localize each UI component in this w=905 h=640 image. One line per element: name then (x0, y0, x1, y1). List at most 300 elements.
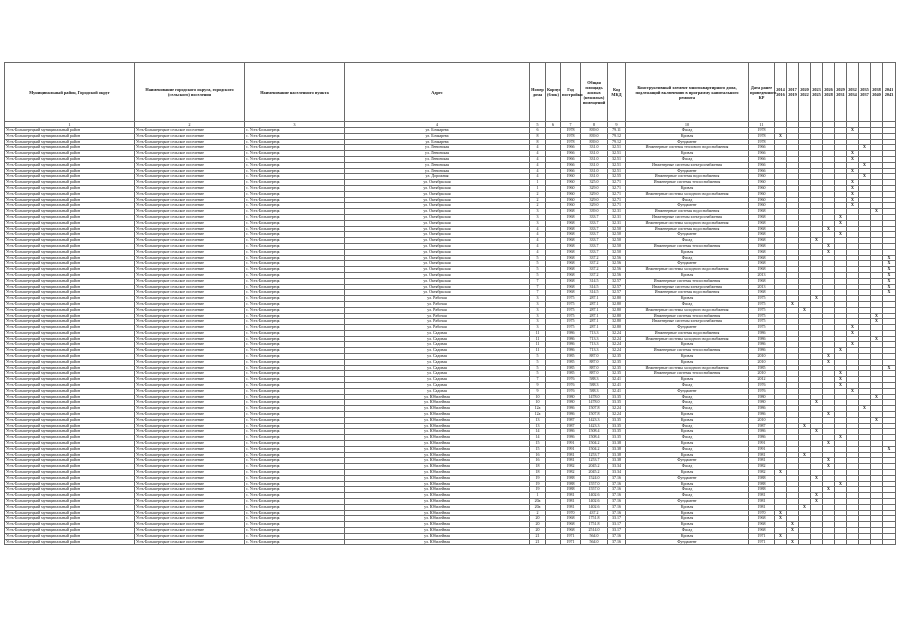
cell-address: ул. Юбилейная (345, 481, 530, 487)
cell-previous-repair-date: 1981 (749, 458, 775, 464)
cell-house-number: 18 (530, 464, 546, 470)
column-number: 7 (561, 122, 581, 128)
cell-year-built: 1968 (561, 209, 581, 215)
cell-settlement: Усть-Большерецкое сельское поселение (135, 493, 245, 499)
column-number: 6 (546, 122, 561, 128)
cell-mkd-code: 32.51 (608, 156, 626, 162)
cell-address: ул. Октябрьская (345, 226, 530, 232)
header-settlement: Наименование городского округа, городского (сельского) поселения (135, 63, 245, 122)
cell-address: ул. Садовая (345, 388, 530, 394)
cell-locality: с. Усть-Большерецк (245, 423, 345, 429)
cell-settlement: Усть-Большерецкое сельское поселение (135, 226, 245, 232)
cell-mkd-code: 37.16 (608, 533, 626, 539)
cell-house-number: 13 (530, 417, 546, 423)
cell-settlement: Усть-Большерецкое сельское поселение (135, 371, 245, 377)
cell-mun: Усть-Большерецкий муниципальный район (5, 278, 135, 284)
cell-address: ул. Октябрьская (345, 243, 530, 249)
cell-year-built: 1988 (561, 475, 581, 481)
cell-period: X (823, 464, 835, 470)
cell-mkd-code: 37.16 (608, 487, 626, 493)
cell-year-built: 1968 (561, 290, 581, 296)
cell-house-number: 19 (530, 475, 546, 481)
cell-year-built: 1960 (561, 174, 581, 180)
cell-previous-repair-date: 1975 (749, 319, 775, 325)
cell-address: ул. Ленинская (345, 168, 530, 174)
cell-previous-repair-date: 1968 (749, 255, 775, 261)
cell-year-built: 1986 (561, 348, 581, 354)
cell-address: ул. Октябрьская (345, 290, 530, 296)
cell-locality: с. Усть-Большерецк (245, 325, 345, 331)
cell-structural-element: Кровля (626, 133, 749, 139)
cell-locality: с. Усть-Большерецк (245, 336, 345, 342)
cell-previous-repair-date: 1975 (749, 296, 775, 302)
cell-mun: Усть-Большерецкий муниципальный район (5, 371, 135, 377)
table-body (5, 128, 896, 545)
cell-period: X (835, 481, 847, 487)
cell-address: ул. Бочкарева (345, 128, 530, 134)
cell-area: 887.0 (581, 371, 608, 377)
cell-mkd-code: 32.80 (608, 325, 626, 331)
cell-locality: с. Усть-Большерецк (245, 504, 345, 510)
cell-mun: Усть-Большерецкий муниципальный район (5, 487, 135, 493)
cell-locality: с. Усть-Большерецк (245, 243, 345, 249)
cell-period (799, 539, 811, 545)
cell-area: 887.0 (581, 359, 608, 365)
cell-house-number: 2 (530, 510, 546, 516)
cell-area: 329.0 (581, 185, 608, 191)
cell-settlement: Усть-Большерецкое сельское поселение (135, 487, 245, 493)
cell-address: ул. Юбилейная (345, 499, 530, 505)
cell-address: ул. Октябрьская (345, 197, 530, 203)
cell-structural-element: Фундамент (626, 458, 749, 464)
cell-mun: Усть-Большерецкий муниципальный район (5, 209, 135, 215)
cell-address: ул. Рабочая (345, 319, 530, 325)
cell-year-built: 1985 (561, 371, 581, 377)
cell-period: X (811, 429, 823, 435)
cell-house-number: 5 (530, 365, 546, 371)
cell-settlement: Усть-Большерецкое сельское поселение (135, 539, 245, 545)
cell-settlement: Усть-Большерецкое сельское поселение (135, 342, 245, 348)
cell-mkd-code: 32.71 (608, 203, 626, 209)
cell-area: 331.0 (581, 151, 608, 157)
cell-settlement: Усть-Большерецкое сельское поселение (135, 255, 245, 261)
cell-area: 1478.0 (581, 400, 608, 406)
cell-house-number: 5 (530, 272, 546, 278)
cell-address: ул. Юбилейная (345, 539, 530, 545)
cell-structural-element: Инженерные системы теплоснабжения (626, 313, 749, 319)
cell-locality: с. Усть-Большерецк (245, 261, 345, 267)
cell-mkd-code: 79.12 (608, 139, 626, 145)
cell-mkd-code: 32.24 (608, 342, 626, 348)
cell-area: 1557.0 (581, 487, 608, 493)
cell-locality: с. Усть-Большерецк (245, 365, 345, 371)
cell-house-number: 4 (530, 156, 546, 162)
cell-settlement: Усть-Большерецкое сельское поселение (135, 510, 245, 516)
cell-previous-repair-date: 2010 (749, 359, 775, 365)
cell-locality: с. Усть-Большерецк (245, 342, 345, 348)
cell-address: ул. Ленинская (345, 156, 530, 162)
cell-mkd-code: 32.24 (608, 336, 626, 342)
cell-mun: Усть-Большерецкий муниципальный район (5, 151, 135, 157)
cell-period: X (787, 522, 799, 528)
cell-area: 1751.8 (581, 522, 608, 528)
cell-settlement: Усть-Большерецкое сельское поселение (135, 330, 245, 336)
cell-locality: с. Усть-Большерецк (245, 487, 345, 493)
cell-year-built: 1960 (561, 191, 581, 197)
cell-previous-repair-date: 1976 (749, 388, 775, 394)
cell-area: 713.3 (581, 342, 608, 348)
cell-year-built: 1986 (561, 336, 581, 342)
cell-mkd-code: 32.80 (608, 313, 626, 319)
cell-address: ул. Ленинская (345, 145, 530, 151)
cell-structural-element: Фасад (626, 527, 749, 533)
header-structural-element: Конструктивный элемент многоквартирного дома, подлежащий включению в программу капитального ремонта (626, 63, 749, 122)
cell-mkd-code: 32.51 (608, 168, 626, 174)
cell-mun: Усть-Большерецкий муниципальный район (5, 441, 135, 447)
cell-mkd-code: 37.16 (608, 475, 626, 481)
cell-year-built: 1980 (561, 400, 581, 406)
cell-period: X (823, 359, 835, 365)
cell-year-built: 1976 (561, 377, 581, 383)
cell-mkd-code: 32.71 (608, 191, 626, 197)
cell-year-built: 1986 (561, 342, 581, 348)
cell-address: ул. Садовая (345, 383, 530, 389)
cell-mkd-code: 32.56 (608, 255, 626, 261)
cell-mun: Усть-Большерецкий муниципальный район (5, 301, 135, 307)
cell-previous-repair-date: 1968 (749, 290, 775, 296)
cell-house-number: 5 (530, 354, 546, 360)
cell-house-number: 6 (530, 128, 546, 134)
cell-address: ул. Юбилейная (345, 458, 530, 464)
cell-locality: с. Усть-Большерецк (245, 319, 345, 325)
cell-year-built: 1968 (561, 232, 581, 238)
cell-mun: Усть-Большерецкий муниципальный район (5, 499, 135, 505)
cell-period: X (847, 180, 859, 186)
cell-settlement: Усть-Большерецкое сельское поселение (135, 313, 245, 319)
cell-mkd-code: 32.51 (608, 162, 626, 168)
column-number: 3 (245, 122, 345, 128)
cell-house-number: 14 (530, 435, 546, 441)
cell-mkd-code: 32.50 (608, 232, 626, 238)
cell-locality: с. Усть-Большерецк (245, 267, 345, 273)
cell-mun: Усть-Большерецкий муниципальный район (5, 464, 135, 470)
cell-settlement: Усть-Большерецкое сельское поселение (135, 209, 245, 215)
cell-locality: с. Усть-Большерецк (245, 232, 345, 238)
cell-mkd-code: 32.50 (608, 226, 626, 232)
cell-period: X (799, 452, 811, 458)
cell-structural-element: Кровля (626, 359, 749, 365)
cell-address: ул. Рабочая (345, 301, 530, 307)
cell-period: X (811, 400, 823, 406)
cell-area: 337.2 (581, 272, 608, 278)
cell-mkd-code: 32.24 (608, 330, 626, 336)
cell-year-built: 1968 (561, 261, 581, 267)
cell-previous-repair-date: 1980 (749, 400, 775, 406)
cell-structural-element: Фундамент (626, 499, 749, 505)
cell-previous-repair-date: 1960 (749, 185, 775, 191)
cell-house-number: 11 (530, 336, 546, 342)
cell-area: 329.0 (581, 203, 608, 209)
cell-previous-repair-date: 1966 (749, 145, 775, 151)
cell-period (811, 539, 823, 545)
cell-house-number: 14 (530, 429, 546, 435)
cell-mkd-code: 32.56 (608, 267, 626, 273)
cell-mun: Усть-Большерецкий муниципальный район (5, 238, 135, 244)
cell-area: 839.0 (581, 133, 608, 139)
cell-mkd-code: 32.35 (608, 359, 626, 365)
cell-settlement: Усть-Большерецкое сельское поселение (135, 319, 245, 325)
cell-previous-repair-date: 1975 (749, 313, 775, 319)
cell-mun: Усть-Большерецкий муниципальный район (5, 220, 135, 226)
cell-period: X (847, 156, 859, 162)
cell-address: ул. Бочкарева (345, 133, 530, 139)
cell-structural-element: Фундамент (626, 139, 749, 145)
cell-year-built: 1975 (561, 313, 581, 319)
cell-mkd-code: 37.16 (608, 499, 626, 505)
cell-locality: с. Усть-Большерецк (245, 180, 345, 186)
cell-mkd-code: 37.16 (608, 539, 626, 545)
cell-locality: с. Усть-Большерецк (245, 238, 345, 244)
cell-year-built: 1960 (561, 197, 581, 203)
cell-mun: Усть-Большерецкий муниципальный район (5, 423, 135, 429)
cell-year-built: 1975 (561, 325, 581, 331)
cell-mkd-code: 37.16 (608, 504, 626, 510)
cell-house-number: 7 (530, 278, 546, 284)
header-period: 2041 2043 (883, 63, 896, 122)
cell-period: X (811, 493, 823, 499)
cell-mkd-code: 32.55 (608, 174, 626, 180)
cell-mun: Усть-Большерецкий муниципальный район (5, 481, 135, 487)
cell-area: 1524.0 (581, 475, 608, 481)
cell-mkd-code: 32.80 (608, 301, 626, 307)
cell-mkd-code: 33.38 (608, 452, 626, 458)
cell-locality: с. Усть-Большерецк (245, 359, 345, 365)
cell-settlement: Усть-Большерецкое сельское поселение (135, 261, 245, 267)
cell-previous-repair-date: 1975 (749, 301, 775, 307)
cell-mkd-code: 33.34 (608, 470, 626, 476)
cell-house-number: 2 (530, 203, 546, 209)
cell-locality: с. Усть-Большерецк (245, 330, 345, 336)
cell-settlement: Усть-Большерецкое сельское поселение (135, 191, 245, 197)
cell-mkd-code: 33.35 (608, 400, 626, 406)
cell-area: 588.3 (581, 383, 608, 389)
cell-period: X (775, 516, 787, 522)
cell-settlement: Усть-Большерецкое сельское поселение (135, 464, 245, 470)
cell-locality: с. Усть-Большерецк (245, 307, 345, 313)
cell-address: ул. Октябрьская (345, 191, 530, 197)
cell-structural-element: Кровля (626, 481, 749, 487)
cell-address: ул. Октябрьская (345, 255, 530, 261)
cell-year-built: 1981 (561, 452, 581, 458)
cell-house-number: 10 (530, 400, 546, 406)
cell-locality: с. Усть-Большерецк (245, 412, 345, 418)
cell-settlement: Усть-Большерецкое сельское поселение (135, 301, 245, 307)
cell-address: ул. Юбилейная (345, 394, 530, 400)
cell-year-built: 1976 (561, 388, 581, 394)
cell-previous-repair-date: 1991 (749, 441, 775, 447)
cell-area: 337.2 (581, 261, 608, 267)
cell-house-number: 5 (530, 261, 546, 267)
cell-address: ул. Садовая (345, 342, 530, 348)
cell-address: ул. Садовая (345, 354, 530, 360)
cell-structural-element: Кровля (626, 296, 749, 302)
cell-previous-repair-date: 1968 (749, 214, 775, 220)
cell-settlement: Усть-Большерецкое сельское поселение (135, 406, 245, 412)
cell-house-number: 19 (530, 487, 546, 493)
cell-previous-repair-date: 1975 (749, 325, 775, 331)
cell-area: 564.0 (581, 533, 608, 539)
cell-period: X (847, 388, 859, 394)
cell-mun: Усть-Большерецкий муниципальный район (5, 446, 135, 452)
cell-locality: с. Усть-Большерецк (245, 441, 345, 447)
cell-mun: Усть-Большерецкий муниципальный район (5, 226, 135, 232)
cell-period: X (847, 330, 859, 336)
cell-house-number: 4 (530, 168, 546, 174)
cell-area: 588.3 (581, 377, 608, 383)
cell-area: 337.2 (581, 255, 608, 261)
cell-structural-element: Кровля (626, 510, 749, 516)
cell-mkd-code: 37.16 (608, 493, 626, 499)
cell-previous-repair-date: 1966 (749, 162, 775, 168)
cell-settlement: Усть-Большерецкое сельское поселение (135, 383, 245, 389)
cell-period: X (823, 487, 835, 493)
cell-period: X (847, 191, 859, 197)
cell-previous-repair-date: 1968 (749, 243, 775, 249)
cell-structural-element: Фасад (626, 446, 749, 452)
cell-house-number: 15 (530, 446, 546, 452)
cell-structural-element: Инженерные системы холодного водоснабжения (626, 220, 749, 226)
cell-settlement: Усть-Большерецкое сельское поселение (135, 133, 245, 139)
cell-locality: с. Усть-Большерецк (245, 278, 345, 284)
cell-year-built: 1976 (561, 383, 581, 389)
cell-mun: Усть-Большерецкий муниципальный район (5, 255, 135, 261)
cell-previous-repair-date: 1968 (749, 516, 775, 522)
cell-period: X (811, 238, 823, 244)
cell-locality: с. Усть-Большерецк (245, 452, 345, 458)
cell-settlement: Усть-Большерецкое сельское поселение (135, 296, 245, 302)
cell-mkd-code: 32.56 (608, 261, 626, 267)
cell-period: X (835, 232, 847, 238)
cell-settlement: Усть-Большерецкое сельское поселение (135, 174, 245, 180)
cell-period: X (799, 307, 811, 313)
cell-area: 839.0 (581, 128, 608, 134)
cell-year-built: 1968 (561, 284, 581, 290)
cell-structural-element: Фасад (626, 493, 749, 499)
cell-house-number: 3 (530, 209, 546, 215)
cell-structural-element: Фундамент (626, 388, 749, 394)
cell-period (859, 539, 871, 545)
cell-address: ул. Юбилейная (345, 406, 530, 412)
cell-settlement: Усть-Большерецкое сельское поселение (135, 527, 245, 533)
cell-previous-repair-date: 1968 (749, 278, 775, 284)
cell-settlement: Усть-Большерецкое сельское поселение (135, 365, 245, 371)
cell-locality: с. Усть-Большерецк (245, 133, 345, 139)
cell-address: ул. Юбилейная (345, 533, 530, 539)
cell-house-number: 21 (530, 539, 546, 545)
cell-locality: с. Усть-Большерецк (245, 203, 345, 209)
cell-address: ул. Октябрьская (345, 238, 530, 244)
cell-locality: с. Усть-Большерецк (245, 383, 345, 389)
cell-previous-repair-date: 1971 (749, 539, 775, 545)
cell-previous-repair-date: 2010 (749, 371, 775, 377)
cell-period: X (835, 435, 847, 441)
cell-previous-repair-date: 1968 (749, 522, 775, 528)
cell-previous-repair-date: 1981 (749, 493, 775, 499)
cell-mkd-code: 32.50 (608, 249, 626, 255)
cell-structural-element: Инженерные системы холодного водоснабжения (626, 365, 749, 371)
cell-area: 333.7 (581, 220, 608, 226)
cell-settlement: Усть-Большерецкое сельское поселение (135, 243, 245, 249)
cell-area: 314.5 (581, 290, 608, 296)
cell-locality: с. Усть-Большерецк (245, 284, 345, 290)
cell-year-built: 1985 (561, 365, 581, 371)
cell-period: X (883, 278, 896, 284)
cell-structural-element: Фасад (626, 238, 749, 244)
cell-mun: Усть-Большерецкий муниципальный район (5, 516, 135, 522)
cell-period: X (823, 412, 835, 418)
cell-period: X (883, 267, 896, 273)
cell-area: 331.0 (581, 174, 608, 180)
cell-settlement: Усть-Большерецкое сельское поселение (135, 400, 245, 406)
cell-area: 287.1 (581, 325, 608, 331)
cell-previous-repair-date: 1960 (749, 180, 775, 186)
cell-structural-element: Кровля (626, 504, 749, 510)
cell-period: X (883, 261, 896, 267)
cell-mun: Усть-Большерецкий муниципальный район (5, 429, 135, 435)
cell-house-number: 7 (530, 290, 546, 296)
cell-previous-repair-date: 1986 (749, 336, 775, 342)
cell-period: X (847, 151, 859, 157)
cell-previous-repair-date: 1988 (749, 475, 775, 481)
cell-house-number: 20 (530, 522, 546, 528)
cell-mkd-code: 32.24 (608, 348, 626, 354)
cell-period: X (835, 348, 847, 354)
cell-locality: с. Усть-Большерецк (245, 214, 345, 220)
cell-locality: с. Усть-Большерецк (245, 174, 345, 180)
cell-period: X (883, 290, 896, 296)
cell-house-number: 1 (530, 493, 546, 499)
cell-mun: Усть-Большерецкий муниципальный район (5, 412, 135, 418)
cell-address: ул. Октябрьская (345, 284, 530, 290)
cell-period: X (787, 539, 799, 545)
cell-settlement: Усть-Большерецкое сельское поселение (135, 139, 245, 145)
cell-locality: с. Усть-Большерецк (245, 470, 345, 476)
cell-settlement: Усть-Большерецкое сельское поселение (135, 522, 245, 528)
cell-period: X (823, 354, 835, 360)
cell-area: 329.0 (581, 191, 608, 197)
cell-structural-element: Фундамент (626, 168, 749, 174)
cell-settlement: Усть-Большерецкое сельское поселение (135, 475, 245, 481)
cell-locality: с. Усть-Большерецк (245, 162, 345, 168)
cell-house-number: 4 (530, 238, 546, 244)
cell-settlement: Усть-Большерецкое сельское поселение (135, 394, 245, 400)
cell-year-built: 1960 (561, 203, 581, 209)
cell-structural-element: Инженерные системы теплового водоснабжения (626, 145, 749, 151)
cell-year-built: 1982 (561, 470, 581, 476)
cell-settlement: Усть-Большерецкое сельское поселение (135, 504, 245, 510)
header-period: 2035 2037 (859, 63, 871, 122)
cell-structural-element: Инженерные системы электроснабжения (626, 214, 749, 220)
cell-mun: Усть-Большерецкий муниципальный район (5, 307, 135, 313)
cell-mkd-code: 32.71 (608, 180, 626, 186)
cell-mkd-code: 32.41 (608, 383, 626, 389)
cell-settlement: Усть-Большерецкое сельское поселение (135, 145, 245, 151)
cell-locality: с. Усть-Большерецк (245, 301, 345, 307)
cell-mkd-code: 32.31 (608, 209, 626, 215)
cell-period: X (835, 383, 847, 389)
cell-structural-element: Фундамент (626, 325, 749, 331)
cell-mkd-code: 32.56 (608, 272, 626, 278)
